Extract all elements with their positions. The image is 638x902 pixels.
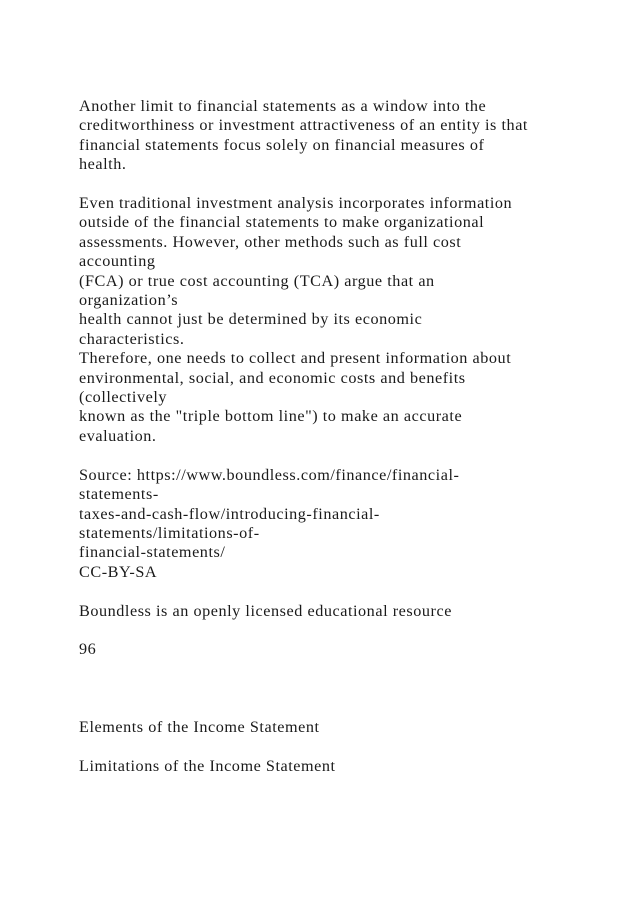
text-line: financial statements focus solely on financial measures of <box>79 135 485 154</box>
text-line: health cannot just be determined by its economic <box>79 310 423 329</box>
document-page <box>79 97 619 776</box>
section-spacer <box>79 660 619 699</box>
text-line: financial-statements/ <box>79 543 226 562</box>
text-line: outside of the financial statements to make organizational <box>79 213 485 232</box>
text-line: statements- <box>79 485 159 504</box>
text-line: environmental, social, and economic costs and benefits <box>79 368 466 387</box>
paragraph-spacer <box>79 175 619 194</box>
text-line: (collectively <box>79 388 168 407</box>
paragraph-spacer <box>79 737 619 756</box>
text-line: accounting <box>79 252 156 271</box>
paragraph-spacer <box>79 446 619 465</box>
paragraph-spacer <box>79 621 619 640</box>
text-line: statements/limitations-of- <box>79 523 260 542</box>
paragraph-financial-limits <box>79 97 619 175</box>
text-line: Even traditional investment analysis incorporates information <box>79 194 513 213</box>
section-heading-elements: Elements of the Income Statement <box>79 717 320 736</box>
text-line: Source: https://www.boundless.com/finance/financial- <box>79 465 460 484</box>
license-text: CC-BY-SA <box>79 562 158 581</box>
text-line: characteristics. <box>79 329 185 348</box>
text-line: Another limit to financial statements as a window into the <box>79 97 487 115</box>
text-line: assessments. However, other methods such as full cost <box>79 232 462 251</box>
page-number: 96 <box>79 640 97 659</box>
paragraph-triple-bottom-line <box>79 194 619 446</box>
boundless-note: Boundless is an openly licensed educational resource <box>79 601 452 620</box>
section-heading-limitations: Limitations of the Income Statement <box>79 756 336 775</box>
text-line: taxes-and-cash-flow/introducing-financial- <box>79 504 380 523</box>
text-line: evaluation. <box>79 426 157 445</box>
source-citation <box>79 466 619 582</box>
paragraph-spacer <box>79 582 619 601</box>
section-spacer <box>79 699 619 718</box>
text-line: health. <box>79 155 127 174</box>
text-line: Therefore, one needs to collect and present information about <box>79 349 512 368</box>
text-line: known as the "triple bottom line") to make an accurate <box>79 407 463 426</box>
text-line: creditworthiness or investment attractiveness of an entity is that <box>79 116 528 135</box>
text-line: (FCA) or true cost accounting (TCA) argue that an <box>79 271 435 290</box>
text-line: organization’s <box>79 291 179 310</box>
